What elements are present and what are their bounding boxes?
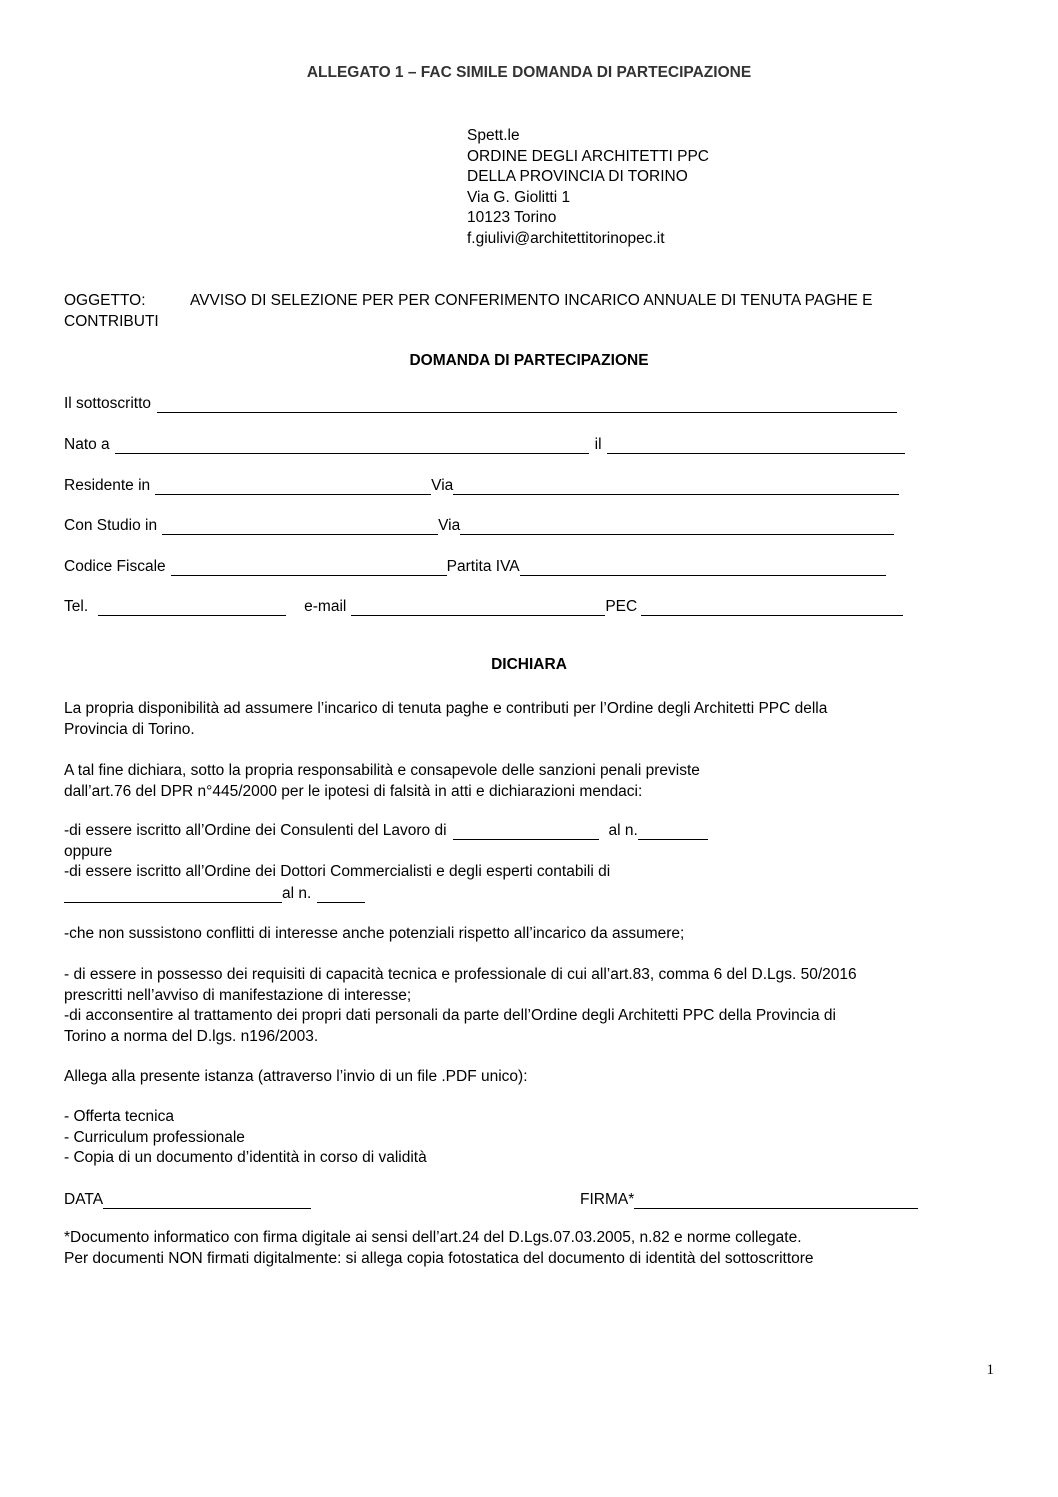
dottori-text: -di essere iscritto all’Ordine dei Dottori Commercialisti e degli esperti contabili di <box>64 863 611 880</box>
declaration-paragraph-2 <box>64 761 700 802</box>
consulenti-ordine-field[interactable] <box>453 822 599 840</box>
paragraph-line: A tal fine dichiara, sotto la propria responsabilità e consapevole delle sanzioni penali previste <box>64 762 700 779</box>
recipient-email: f.giulivi@architettitorinopec.it <box>467 229 665 247</box>
row-firma <box>580 1187 918 1209</box>
firma-field[interactable] <box>634 1191 918 1209</box>
declaration-heading: DICHIARA <box>491 656 567 673</box>
requisiti-text <box>64 965 857 1047</box>
data-field[interactable] <box>103 1191 311 1209</box>
row-consulenti <box>64 818 708 840</box>
studio-via-label: Via <box>438 517 461 534</box>
paragraph-line: Provincia di Torino. <box>64 720 195 738</box>
sottoscritto-field[interactable] <box>157 395 897 413</box>
consulenti-numero-field[interactable] <box>638 822 708 840</box>
footnote-line: Per documenti NON firmati digitalmente: si allega copia fotostatica del documento di identità del sottoscrittore <box>64 1249 814 1267</box>
recipient-address <box>467 126 709 250</box>
row-residente <box>64 473 899 495</box>
row-fiscale <box>64 554 886 576</box>
declaration-paragraph-1 <box>64 699 827 740</box>
footnote <box>64 1228 814 1269</box>
residente-field[interactable] <box>155 477 431 495</box>
recipient-line: Via G. Giolitti 1 <box>467 188 571 206</box>
nato-label: Nato a <box>64 436 110 453</box>
row-dottori <box>64 881 365 903</box>
row-data <box>64 1187 311 1209</box>
list-item: - Copia di un documento d’identità in corso di validità <box>64 1149 427 1167</box>
studio-label: Con Studio in <box>64 517 158 534</box>
pec-field[interactable] <box>641 598 903 616</box>
attachments-list <box>64 1107 427 1169</box>
sottoscritto-label: Il sottoscritto <box>64 395 151 412</box>
subject-text: AVVISO DI SELEZIONE PER PER CONFERIMENTO INCARICO ANNUALE DI TENUTA PAGHE E <box>190 292 873 309</box>
codice-fiscale-field[interactable] <box>171 558 447 576</box>
tel-label: Tel. <box>64 598 89 615</box>
dottori-numero-field[interactable] <box>317 885 365 903</box>
partita-iva-field[interactable] <box>520 558 886 576</box>
recipient-line: DELLA PROVINCIA DI TORINO <box>467 168 688 186</box>
conflitti-text: -che non sussistono conflitti di interesse anche potenziali rispetto all’incarico da assumere; <box>64 925 685 942</box>
form-heading: DOMANDA DI PARTECIPAZIONE <box>409 352 649 369</box>
subject-label: OGGETTO: <box>64 292 146 309</box>
paragraph-line: prescritti nell’avviso di manifestazione di interesse; <box>64 986 412 1004</box>
list-item: - Offerta tecnica <box>64 1108 174 1125</box>
subject-block <box>64 291 872 332</box>
email-label: e-mail <box>304 598 347 615</box>
allega-text: Allega alla presente istanza (attraverso l’invio di un file .PDF unico): <box>64 1068 528 1085</box>
pec-label: PEC <box>605 598 638 615</box>
recipient-line: 10123 Torino <box>467 209 557 227</box>
document-title: ALLEGATO 1 – FAC SIMILE DOMANDA DI PARTECIPAZIONE <box>306 64 752 81</box>
residente-via-field[interactable] <box>453 477 899 495</box>
dottori-ordine-field[interactable] <box>64 885 282 903</box>
list-item: - Curriculum professionale <box>64 1128 245 1146</box>
paragraph-line: -di acconsentire al trattamento dei propri dati personali da parte dell’Ordine degli Architetti PPC della Provincia di <box>64 1007 836 1025</box>
paragraph-line: La propria disponibilità ad assumere l’incarico di tenuta paghe e contributi per l’Ordine degli Architetti PPC della <box>64 700 828 717</box>
al-n-label: al n. <box>608 822 638 839</box>
oppure-text: oppure <box>64 843 113 860</box>
tel-field[interactable] <box>98 598 286 616</box>
paragraph-line: - di essere in possesso dei requisiti di capacità tecnica e professionale di cui all’art.83, comma 6 del D.Lgs. 50/2016 <box>64 966 857 983</box>
email-field[interactable] <box>351 598 605 616</box>
recipient-line: Spett.le <box>467 127 520 144</box>
partita-iva-label: Partita IVA <box>446 558 520 575</box>
firma-label: FIRMA* <box>580 1191 635 1208</box>
residente-via-label: Via <box>431 477 454 494</box>
nato-field[interactable] <box>115 436 589 454</box>
paragraph-line: Torino a norma del D.lgs. n196/2003. <box>64 1027 319 1045</box>
row-studio <box>64 513 894 535</box>
il-label: il <box>594 436 602 453</box>
row-contatti <box>64 594 903 616</box>
consulenti-text: -di essere iscritto all’Ordine dei Consulenti del Lavoro di <box>64 822 447 839</box>
footnote-line: *Documento informatico con firma digitale ai sensi dell’art.24 del D.Lgs.07.03.2005, n.82 e norme collegate. <box>64 1229 802 1246</box>
subject-text-continued: CONTRIBUTI <box>64 312 159 330</box>
page-number: 1 <box>986 1362 994 1378</box>
residente-label: Residente in <box>64 477 151 494</box>
row-sottoscritto <box>64 391 897 413</box>
recipient-line: ORDINE DEGLI ARCHITETTI PPC <box>467 147 710 165</box>
al-n-label: al n. <box>282 885 312 902</box>
studio-via-field[interactable] <box>460 517 894 535</box>
row-nato <box>64 432 905 454</box>
studio-field[interactable] <box>162 517 438 535</box>
codice-fiscale-label: Codice Fiscale <box>64 558 166 575</box>
data-label: DATA <box>64 1191 104 1208</box>
paragraph-line: dall’art.76 del DPR n°445/2000 per le ipotesi di falsità in atti e dichiarazioni mendaci: <box>64 782 643 800</box>
data-nascita-field[interactable] <box>607 436 905 454</box>
